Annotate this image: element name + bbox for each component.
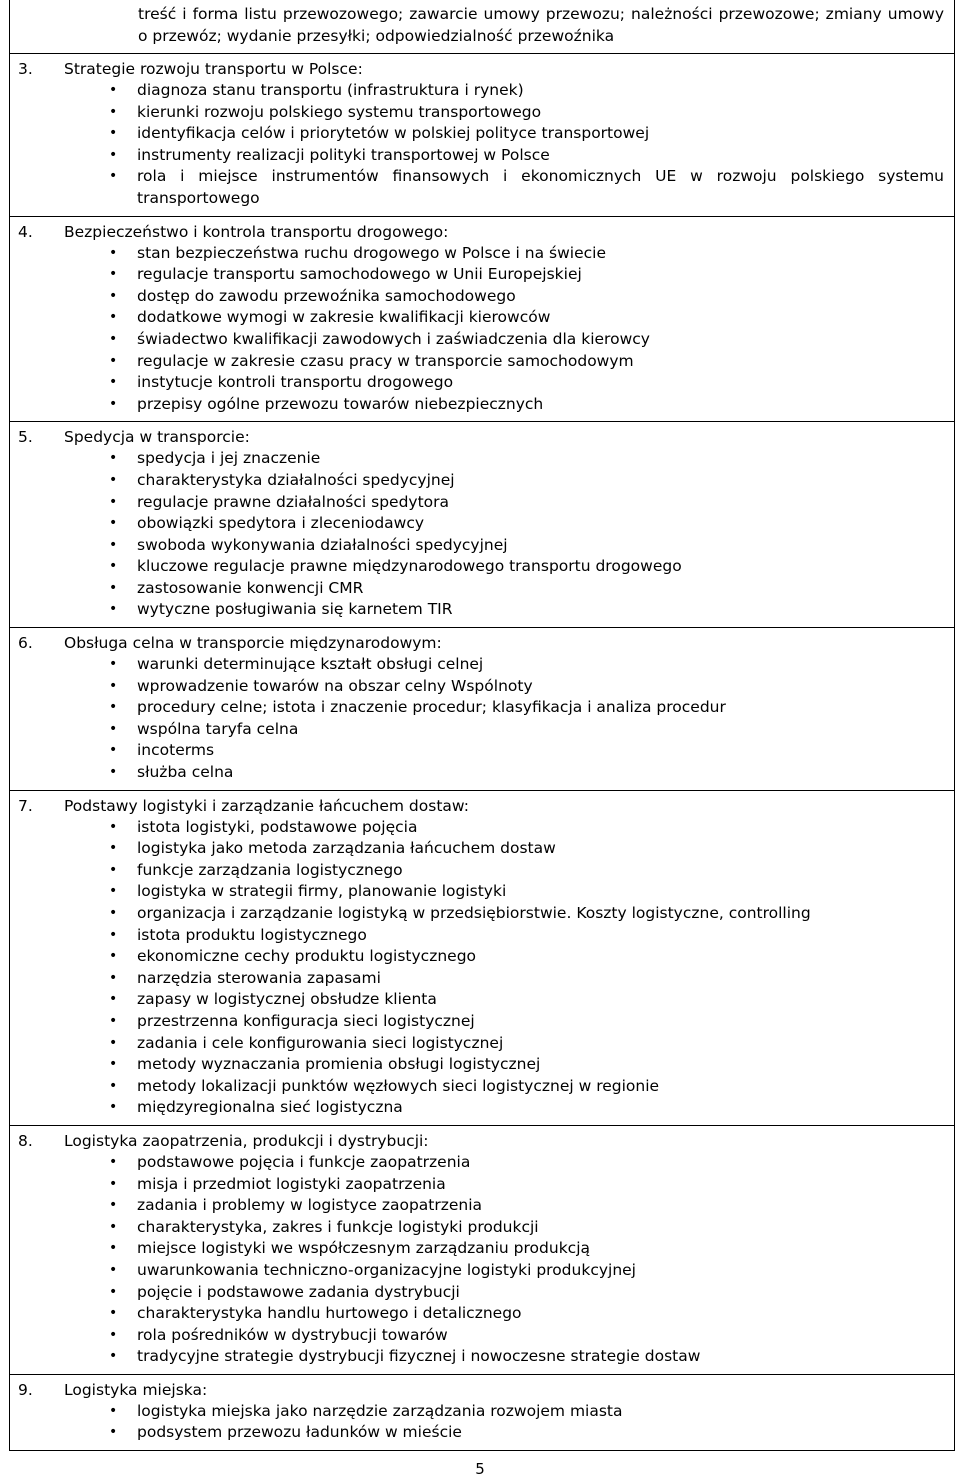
list-item [18,838,944,860]
list-item-text: funkcje zarządzania logistycznego [137,860,403,879]
list-item-text: identyfikacja celów i priorytetów w polskiej polityce transportowej [137,124,650,143]
section-title: Logistyka miejska: [64,1380,208,1399]
bullet-list [18,654,944,784]
section-heading [18,222,944,243]
section-row [10,1374,955,1450]
bullet-icon: • [109,656,118,673]
list-item-text: ekonomiczne cechy produktu logistycznego [137,947,477,966]
list-item [18,1054,944,1076]
bullet-icon: • [109,1012,118,1029]
bullet-icon: • [109,471,118,488]
list-item-text: zadania i problemy w logistyce zaopatrzenia [137,1196,483,1215]
section-title: Spedycja w transporcie: [64,428,250,447]
section-cell [10,790,955,1125]
section-number: 9. [18,1380,33,1399]
list-item-text: rola pośredników w dystrybucji towarów [137,1325,448,1344]
list-item-text: tradycyjne strategie dystrybucji fizycznej i nowoczesne strategie dostaw [137,1347,701,1366]
list-item-text: instytucje kontroli transportu drogowego [137,373,454,392]
list-item-text: metody wyznaczania promienia obsługi logistycznej [137,1055,541,1074]
list-item-text: przepisy ogólne przewozu towarów niebezpiecznych [137,394,544,413]
bullet-icon: • [109,579,118,596]
bullet-icon: • [109,82,118,98]
list-item [18,1422,944,1444]
bullet-icon: • [109,764,118,781]
list-item [18,1401,944,1423]
list-item [18,1076,944,1098]
section-heading [18,59,944,80]
section-heading [18,633,944,654]
list-item [18,372,944,394]
bullet-icon: • [109,244,118,261]
list-item [18,817,944,839]
bullet-icon: • [109,493,118,510]
bullet-icon: • [109,1348,118,1365]
list-item [18,394,944,416]
list-item-text: obowiązki spedytora i zleceniodawcy [137,514,425,533]
list-item-text: rola i miejsce instrumentów finansowych i ekonomicznych UE w rozwoju polskiego systemu transportowego [137,167,944,207]
list-item-text: kierunki rozwoju polskiego systemu transportowego [137,102,542,121]
list-item [18,1217,944,1239]
bullet-icon: • [109,266,118,283]
bullet-icon: • [109,309,118,326]
list-item-text: charakterystyka działalności spedycyjnej [137,470,455,489]
section-row [10,422,955,628]
list-item-text: zapasy w logistycznej obsłudze klienta [137,990,437,1009]
list-item [18,946,944,968]
list-item [18,286,944,308]
list-item-text: kluczowe regulacje prawne międzynarodowego transportu drogowego [137,557,682,576]
list-item [18,881,944,903]
list-item [18,329,944,351]
list-item [18,264,944,286]
list-item [18,1325,944,1347]
bullet-icon: • [109,558,118,575]
list-item [18,654,944,676]
list-item-text: uwarunkowania techniczno-organizacyjne logistyki produkcyjnej [137,1260,636,1279]
bullet-icon: • [109,1240,118,1257]
bullet-list [18,1401,944,1444]
list-item [18,513,944,535]
section-title: Bezpieczeństwo i kontrola transportu drogowego: [64,222,449,241]
intro-cell [10,0,955,54]
list-item-text: wprowadzenie towarów na obszar celny Wspólnoty [137,676,533,695]
bullet-list [18,817,944,1119]
bullet-list [18,1152,944,1368]
bullet-icon: • [109,330,118,347]
list-item [18,556,944,578]
list-item-text: wytyczne posługiwania się karnetem TIR [137,600,453,619]
bullet-icon: • [109,1402,118,1419]
bullet-icon: • [109,948,118,965]
list-item-text: spedycja i jej znaczenie [137,449,321,468]
list-item-text: regulacje transportu samochodowego w Unii Europejskiej [137,265,582,284]
bullet-icon: • [109,374,118,391]
list-item-text: procedury celne; istota i znaczenie procedur; klasyfikacja i analiza procedur [137,698,726,717]
bullet-icon: • [109,1153,118,1170]
section-heading [18,427,944,448]
list-item [18,80,944,102]
list-item-text: podsystem przewozu ładunków w mieście [137,1423,462,1442]
bullet-icon: • [109,883,118,900]
section-cell [10,628,955,791]
section-number: 3. [18,60,33,78]
bullet-icon: • [109,146,118,163]
list-item-text: istota logistyki, podstawowe pojęcia [137,817,418,836]
bullet-icon: • [109,125,118,142]
bullet-icon: • [109,536,118,553]
syllabus-table [9,0,955,1451]
section-heading [18,796,944,817]
list-item-text: logistyka jako metoda zarządzania łańcuchem dostaw [137,839,556,858]
list-item [18,989,944,1011]
list-item [18,740,944,762]
bullet-icon: • [109,969,118,986]
list-item-text: dodatkowe wymogi w zakresie kwalifikacji kierowców [137,308,551,327]
list-item-text: służba celna [137,763,234,782]
bullet-icon: • [109,1056,118,1073]
list-item [18,1033,944,1055]
bullet-icon: • [109,103,118,120]
list-item-text: zadania i cele konfigurowania sieci logistycznej [137,1033,504,1052]
section-title: Logistyka zaopatrzenia, produkcji i dystrybucji: [64,1131,429,1150]
list-item-text: incoterms [137,741,215,760]
list-item-text: misja i przedmiot logistyki zaopatrzenia [137,1174,446,1193]
bullet-icon: • [109,168,118,185]
intro-row [10,0,955,54]
list-item [18,535,944,557]
section-row [10,628,955,791]
bullet-icon: • [109,515,118,532]
list-item-text: stan bezpieczeństwa ruchu drogowego w Polsce i na świecie [137,243,606,262]
bullet-icon: • [109,601,118,618]
list-item-text: charakterystyka, zakres i funkcje logistyki produkcji [137,1217,539,1236]
list-item [18,1097,944,1119]
bullet-list [18,243,944,416]
section-cell [10,1374,955,1450]
list-item [18,578,944,600]
section-cell [10,54,955,217]
section-row [10,54,955,217]
list-item [18,351,944,373]
bullet-icon: • [109,1077,118,1094]
section-number: 7. [18,796,33,815]
section-heading [18,1380,944,1401]
list-item-text: pojęcie i podstawowe zadania dystrybucji [137,1282,460,1301]
bullet-icon: • [109,861,118,878]
list-item [18,1260,944,1282]
bullet-icon: • [109,1283,118,1300]
bullet-icon: • [109,840,118,857]
bullet-icon: • [109,287,118,304]
bullet-icon: • [109,395,118,412]
list-item-text: instrumenty realizacji polityki transportowej w Polsce [137,145,550,164]
list-item-text: regulacje prawne działalności spedytora [137,492,450,511]
bullet-icon: • [109,677,118,694]
list-item [18,243,944,265]
section-row [10,216,955,422]
bullet-icon: • [109,352,118,369]
list-item-text: istota produktu logistycznego [137,925,367,944]
bullet-list [18,80,944,210]
list-item-text: warunki determinujące kształt obsługi celnej [137,655,484,674]
list-item [18,145,944,167]
list-item [18,1238,944,1260]
list-item-text: międzyregionalna sieć logistyczna [137,1098,403,1117]
section-number: 6. [18,634,33,653]
list-item [18,860,944,882]
list-item-text: świadectwo kwalifikacji zawodowych i zaświadczenia dla kierowcy [137,329,650,348]
list-item-text: miejsce logistyki we współczesnym zarządzaniu produkcją [137,1239,591,1258]
list-item-text: logistyka miejska jako narzędzie zarządzania rozwojem miasta [137,1401,623,1420]
list-item-text: charakterystyka handlu hurtowego i detalicznego [137,1304,522,1323]
list-item [18,1303,944,1325]
list-item-text: swoboda wykonywania działalności spedycyjnej [137,535,508,554]
bullet-icon: • [109,1175,118,1192]
list-item-text: wspólna taryfa celna [137,719,299,738]
bullet-icon: • [109,1261,118,1278]
bullet-icon: • [109,1424,118,1441]
bullet-icon: • [109,1305,118,1322]
list-item [18,123,944,145]
list-item-text: dostęp do zawodu przewoźnika samochodowego [137,286,516,305]
list-item [18,719,944,741]
list-item-text: organizacja i zarządzanie logistyką w przedsiębiorstwie. Koszty logistyczne, controlling [137,904,811,922]
section-row [10,790,955,1125]
list-item [18,102,944,124]
list-item-text: logistyka w strategii firmy, planowanie logistyki [137,882,507,901]
section-heading [18,1131,944,1152]
list-item-text: narzędzia sterowania zapasami [137,968,381,987]
bullet-icon: • [109,699,118,716]
list-item-text: przestrzenna konfiguracja sieci logistycznej [137,1011,475,1030]
list-item [18,492,944,514]
list-item [18,762,944,784]
section-title: Obsługa celna w transporcie międzynarodowym: [64,634,442,653]
list-item [18,1152,944,1174]
list-item [18,1195,944,1217]
list-item-text: zastosowanie konwencji CMR [137,578,364,597]
bullet-icon: • [109,905,118,921]
list-item [18,697,944,719]
bullet-icon: • [109,1099,118,1116]
list-item [18,1282,944,1304]
list-item [18,599,944,621]
list-item [18,470,944,492]
bullet-icon: • [109,818,118,835]
section-row [10,1125,955,1374]
list-item [18,903,944,925]
section-cell [10,422,955,628]
list-item-text: podstawowe pojęcia i funkcje zaopatrzenia [137,1152,471,1171]
section-number: 4. [18,222,33,241]
bullet-icon: • [109,1034,118,1051]
page-number: 5 [475,1460,485,1478]
list-item [18,1174,944,1196]
bullet-icon: • [109,926,118,943]
intro-text: treść i forma listu przewozowego; zawarcie umowy przewozu; należności przewozowe; zmiany umowy o przewóz; wydanie przesyłki; odpowiedzialność przewoźnika [138,5,944,45]
bullet-icon: • [109,742,118,759]
list-item [18,676,944,698]
section-title: Strategie rozwoju transportu w Polsce: [64,60,363,78]
list-item [18,1346,944,1368]
bullet-icon: • [109,450,118,467]
list-item-text: diagnoza stanu transportu (infrastruktura i rynek) [137,81,524,99]
list-item [18,925,944,947]
list-item-text: regulacje w zakresie czasu pracy w transporcie samochodowym [137,351,634,370]
list-item [18,968,944,990]
list-item [18,307,944,329]
bullet-icon: • [109,720,118,737]
bullet-icon: • [109,1218,118,1235]
section-title: Podstawy logistyki i zarządzanie łańcuchem dostaw: [64,796,469,815]
list-item-text: metody lokalizacji punktów węzłowych sieci logistycznej w regionie [137,1076,660,1095]
section-number: 8. [18,1131,33,1150]
bullet-icon: • [109,1326,118,1343]
bullet-icon: • [109,991,118,1008]
bullet-icon: • [109,1197,118,1214]
list-item [18,166,944,209]
list-item [18,1011,944,1033]
section-number: 5. [18,428,33,447]
syllabus-table-body [10,0,955,1451]
bullet-list [18,448,944,621]
section-cell [10,216,955,422]
list-item [18,448,944,470]
section-cell [10,1125,955,1374]
